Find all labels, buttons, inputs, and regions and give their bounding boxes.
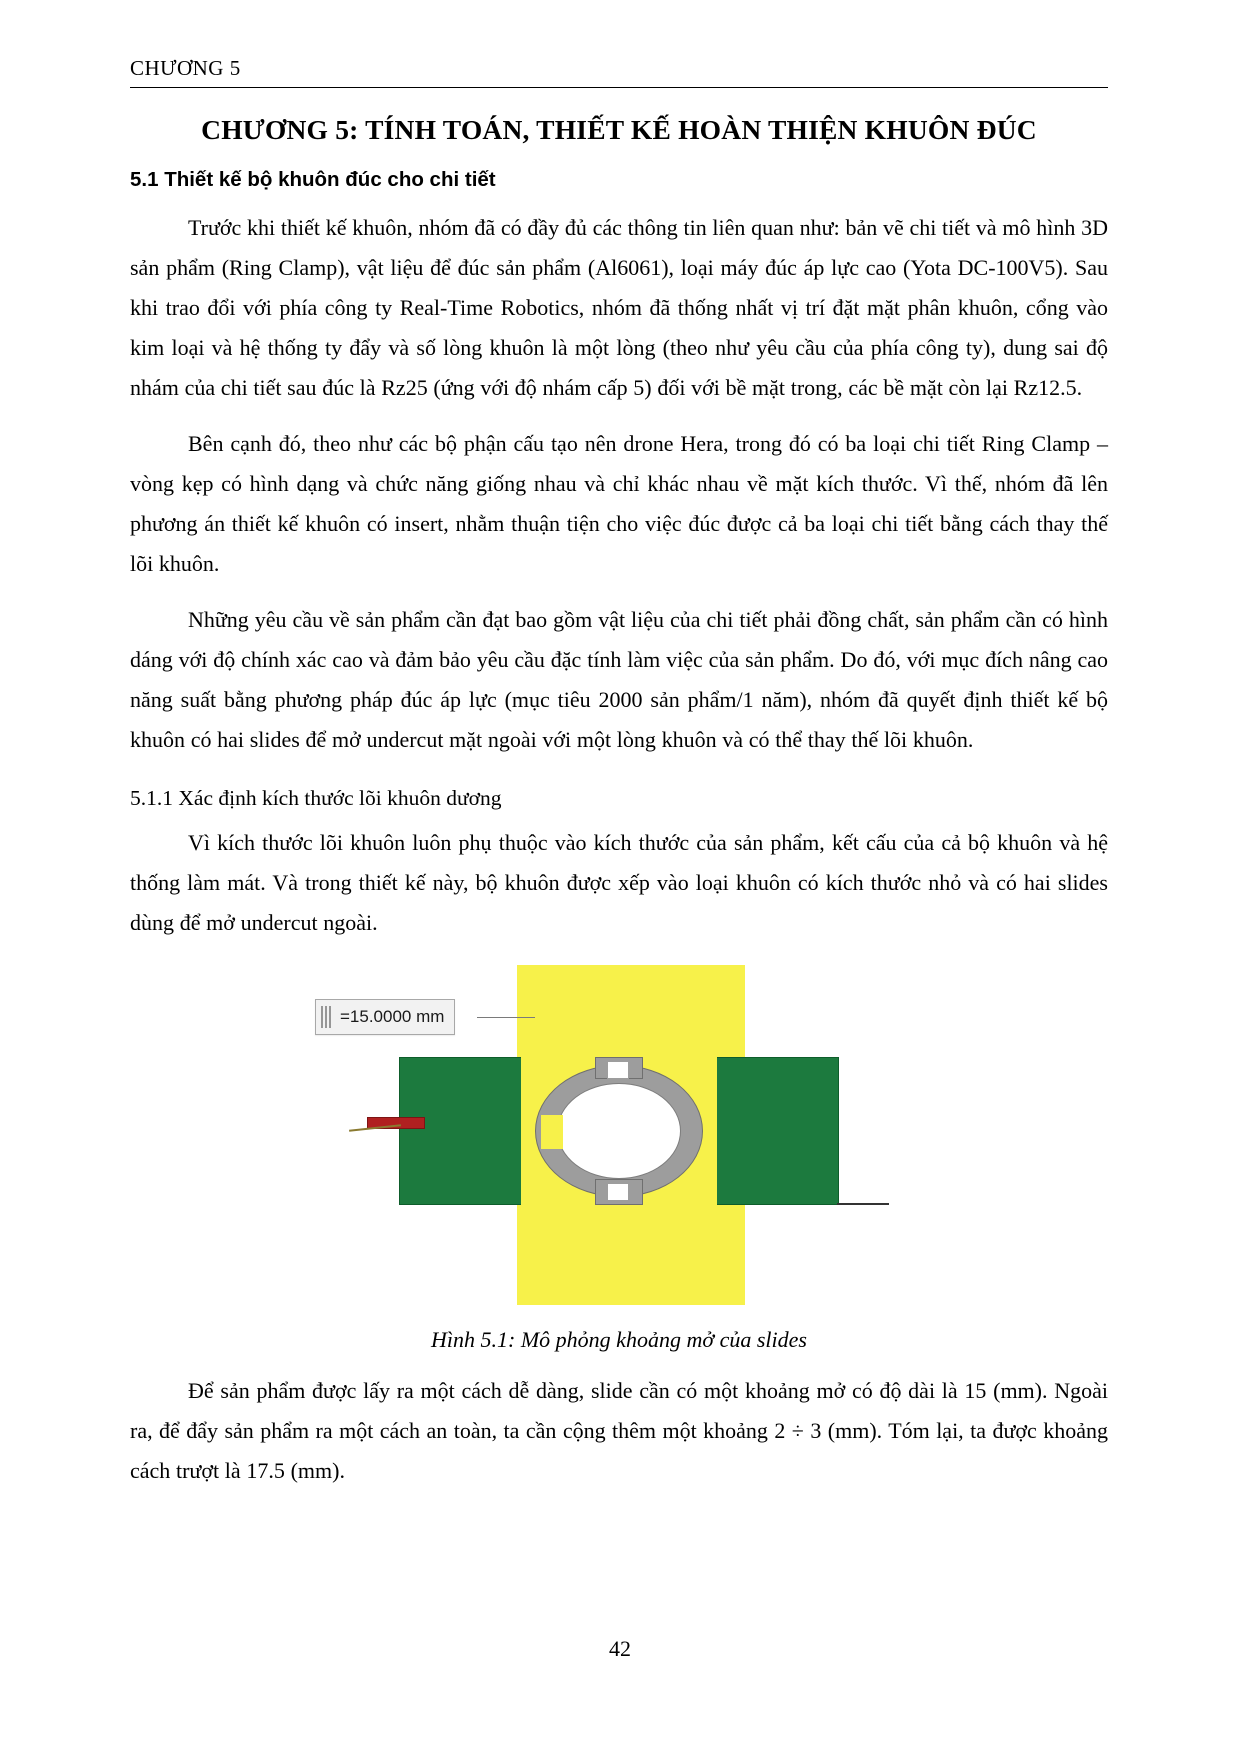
ring-clamp-notch-left bbox=[541, 1115, 563, 1149]
mold-slide-simulation-figure bbox=[309, 965, 929, 1305]
paragraph-4: Vì kích thước lõi khuôn luôn phụ thuộc vào kích thước của sản phẩm, kết cấu của cả bộ khuôn và hệ thống làm mát. Và trong thiết kế này, bộ khuôn được xếp vào loại khuôn có kích thước nhỏ và có hai slides dùng để mở undercut ngoài. bbox=[130, 830, 1108, 935]
header-rule bbox=[130, 87, 1108, 88]
dimension-leader-line bbox=[477, 1017, 535, 1018]
dimension-value: =15.0000 mm bbox=[340, 1007, 445, 1026]
drag-handle-icon[interactable] bbox=[320, 1006, 332, 1028]
paragraph-3: Những yêu cầu về sản phẩm cần đạt bao gồm vật liệu của chi tiết phải đồng chất, sản phẩm cần có hình dáng với độ chính xác cao và đảm bảo yêu cầu đặc tính làm việc của sản phẩm. Do đó, với mục đích nâng cao năng suất bằng phương pháp đúc áp lực (mục tiêu 2000 sản phẩm/1 năm), nhóm đã quyết định thiết kế bộ khuôn có hai slides để mở undercut mặt ngoài với một lòng khuôn và có thể thay thế lõi khuôn. bbox=[130, 607, 1108, 752]
page-number: 42 bbox=[609, 1636, 631, 1661]
figure-block bbox=[130, 965, 1108, 1317]
section-title: 5.1 Thiết kế bộ khuôn đúc cho chi tiết bbox=[130, 168, 496, 191]
paragraph-2: Bên cạnh đó, theo như các bộ phận cấu tạo nên drone Hera, trong đó có ba loại chi tiết Ring Clamp – vòng kẹp có hình dạng và chức năng giống nhau và chỉ khác nhau về mặt kích thước. Vì thế, nhóm đã lên phương án thiết kế khuôn có insert, nhằm thuận tiện cho việc đúc được cả ba loại chi tiết bằng cách thay thế lõi khuôn. bbox=[130, 431, 1108, 576]
figure-caption: Hình 5.1: Mô phỏng khoảng mở của slides bbox=[431, 1327, 807, 1352]
paragraph-1: Trước khi thiết kế khuôn, nhóm đã có đầy đủ các thông tin liên quan như: bản vẽ chi tiết và mô hình 3D sản phẩm (Ring Clamp), vật liệu để đúc sản phẩm (Al6061), loại máy đúc áp lực cao (Yota DC-100V5). Sau khi trao đổi với phía công ty Real-Time Robotics, nhóm đã thống nhất vị trí đặt mặt phân khuôn, cổng vào kim loại và hệ thống ty đẩy và số lòng khuôn là một lòng (theo như yêu cầu của phía công ty), dung sai độ nhám của chi tiết sau đúc là Rz25 (ứng với độ nhám cấp 5) đối với bề mặt trong, các bề mặt còn lại Rz12.5. bbox=[130, 215, 1108, 400]
running-head: CHƯƠNG 5 bbox=[130, 56, 241, 80]
paragraph-5: Để sản phẩm được lấy ra một cách dễ dàng, slide cần có một khoảng mở có độ dài là 15 (mm). Ngoài ra, để đẩy sản phẩm ra một cách an toàn, ta cần cộng thêm một khoảng 2 ÷ 3 (mm). Tóm lại, ta được khoảng cách trượt là 17.5 (mm). bbox=[130, 1378, 1108, 1483]
page-content bbox=[130, 56, 1108, 1507]
dimension-callout[interactable] bbox=[315, 999, 455, 1035]
ring-clamp-slot-top bbox=[607, 1061, 629, 1079]
ring-clamp-slot-bottom bbox=[607, 1183, 629, 1201]
plate-edge-line bbox=[837, 1203, 889, 1205]
chapter-title: CHƯƠNG 5: TÍNH TOÁN, THIẾT KẾ HOÀN THIỆN KHUÔN ĐÚC bbox=[201, 114, 1037, 145]
ring-clamp-bore bbox=[557, 1083, 681, 1179]
subsection-title: 5.1.1 Xác định kích thước lõi khuôn dương bbox=[130, 786, 502, 810]
